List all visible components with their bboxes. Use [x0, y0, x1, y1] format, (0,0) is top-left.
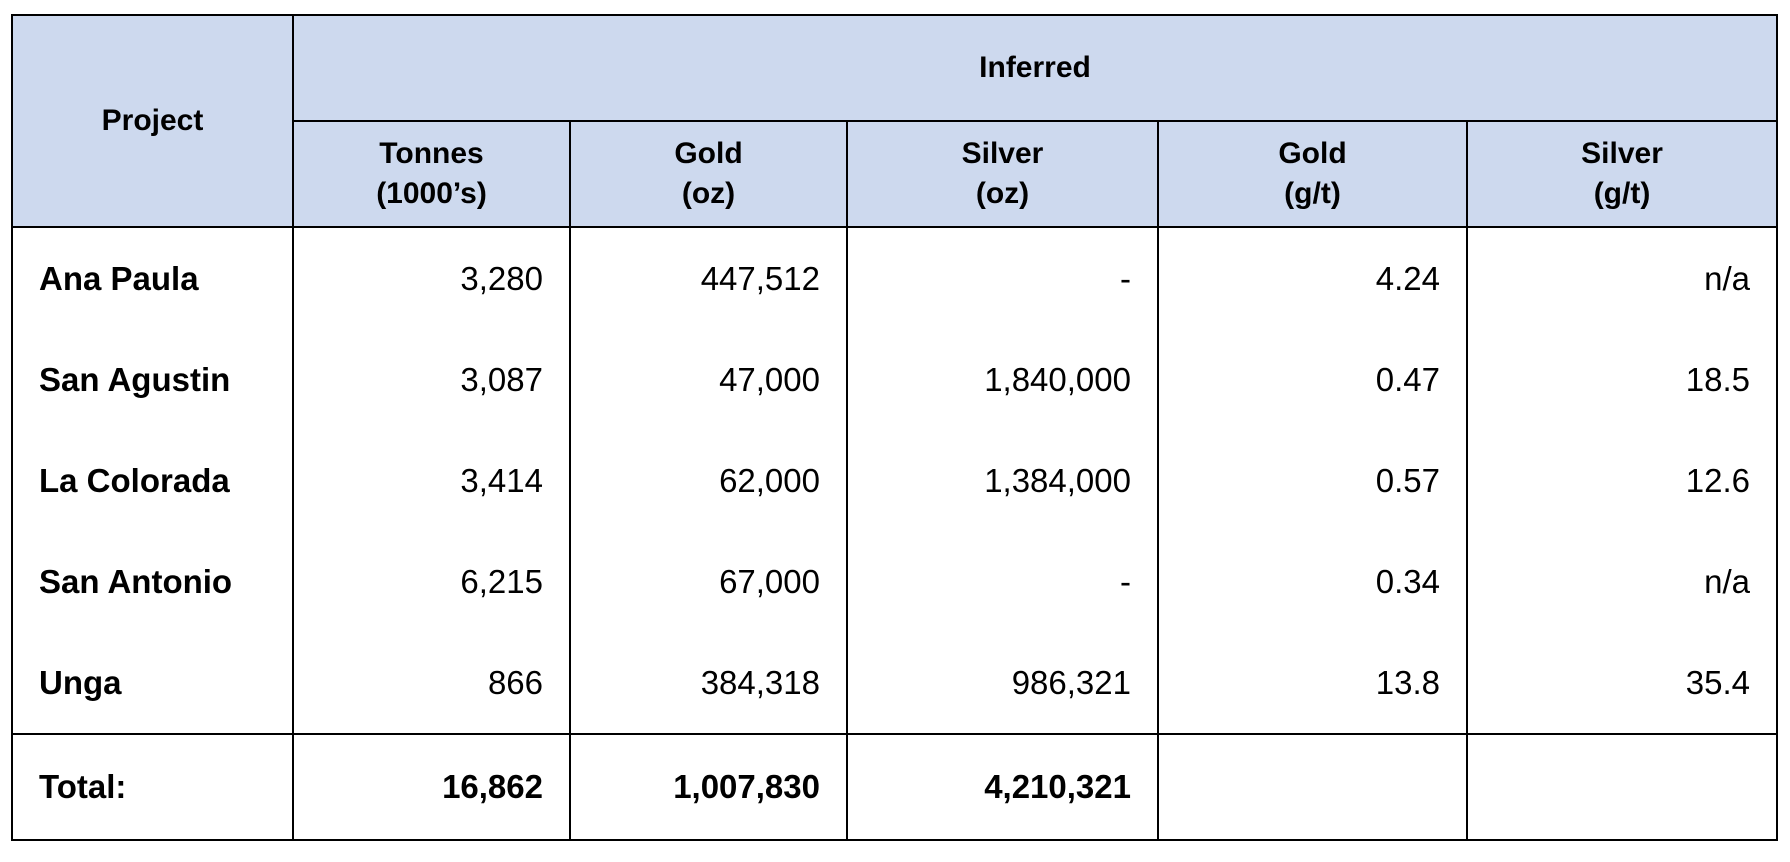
resource-table-container [11, 14, 1778, 841]
total-gold-oz-cell: 1,007,830 [570, 734, 847, 840]
total-silver-oz-cell: 4,210,321 [847, 734, 1158, 840]
total-label-cell: Total: [12, 734, 293, 840]
table-row [12, 632, 1777, 734]
gold-oz-cell: 62,000 [570, 430, 847, 531]
gold-gt-column-header [1158, 121, 1467, 227]
gold-gt-cell: 0.47 [1158, 329, 1467, 430]
silver-oz-cell: - [847, 227, 1158, 329]
tonnes-cell: 3,087 [293, 329, 570, 430]
tonnes-header-line1: Tonnes [379, 137, 484, 170]
tonnes-cell: 3,280 [293, 227, 570, 329]
header-row-group [12, 15, 1777, 121]
gold-oz-cell: 384,318 [570, 632, 847, 734]
gold-gt-cell: 4.24 [1158, 227, 1467, 329]
silver-oz-cell: 986,321 [847, 632, 1158, 734]
gold-oz-header-line2: (oz) [681, 177, 736, 210]
inferred-group-header: Inferred [293, 15, 1777, 121]
tonnes-column-header [293, 121, 570, 227]
silver-gt-column-header [1467, 121, 1777, 227]
tonnes-cell: 866 [293, 632, 570, 734]
silver-oz-cell: - [847, 531, 1158, 632]
project-name-cell: La Colorada [12, 430, 293, 531]
project-name-cell: San Agustin [12, 329, 293, 430]
table-row [12, 329, 1777, 430]
silver-gt-cell: n/a [1467, 531, 1777, 632]
silver-oz-column-header [847, 121, 1158, 227]
tonnes-header-line2: (1000’s) [376, 177, 487, 210]
gold-oz-cell: 447,512 [570, 227, 847, 329]
table-row [12, 430, 1777, 531]
total-tonnes-cell: 16,862 [293, 734, 570, 840]
project-name-cell: Ana Paula [12, 227, 293, 329]
total-gold-gt-cell [1158, 734, 1467, 840]
silver-gt-cell: 18.5 [1467, 329, 1777, 430]
project-name-cell: Unga [12, 632, 293, 734]
silver-oz-header-line2: (oz) [975, 177, 1030, 210]
silver-gt-cell: 12.6 [1467, 430, 1777, 531]
gold-oz-cell: 47,000 [570, 329, 847, 430]
total-row [12, 734, 1777, 840]
silver-oz-cell: 1,840,000 [847, 329, 1158, 430]
silver-gt-header-line2: (g/t) [1593, 177, 1651, 210]
gold-gt-cell: 13.8 [1158, 632, 1467, 734]
gold-gt-cell: 0.34 [1158, 531, 1467, 632]
inferred-resources-table [11, 14, 1778, 841]
tonnes-cell: 3,414 [293, 430, 570, 531]
total-silver-gt-cell [1467, 734, 1777, 840]
tonnes-cell: 6,215 [293, 531, 570, 632]
silver-gt-cell: n/a [1467, 227, 1777, 329]
silver-oz-header-line1: Silver [961, 137, 1044, 170]
gold-oz-header-line1: Gold [674, 137, 743, 170]
table-row [12, 531, 1777, 632]
project-name-cell: San Antonio [12, 531, 293, 632]
silver-gt-cell: 35.4 [1467, 632, 1777, 734]
project-column-header: Project [12, 15, 293, 227]
table-row [12, 227, 1777, 329]
table-header [12, 15, 1777, 227]
gold-gt-cell: 0.57 [1158, 430, 1467, 531]
gold-oz-cell: 67,000 [570, 531, 847, 632]
silver-oz-cell: 1,384,000 [847, 430, 1158, 531]
silver-gt-header-line1: Silver [1581, 137, 1663, 170]
gold-gt-header-line1: Gold [1278, 137, 1347, 170]
gold-gt-header-line2: (g/t) [1284, 177, 1341, 210]
gold-oz-column-header [570, 121, 847, 227]
table-body [12, 227, 1777, 840]
